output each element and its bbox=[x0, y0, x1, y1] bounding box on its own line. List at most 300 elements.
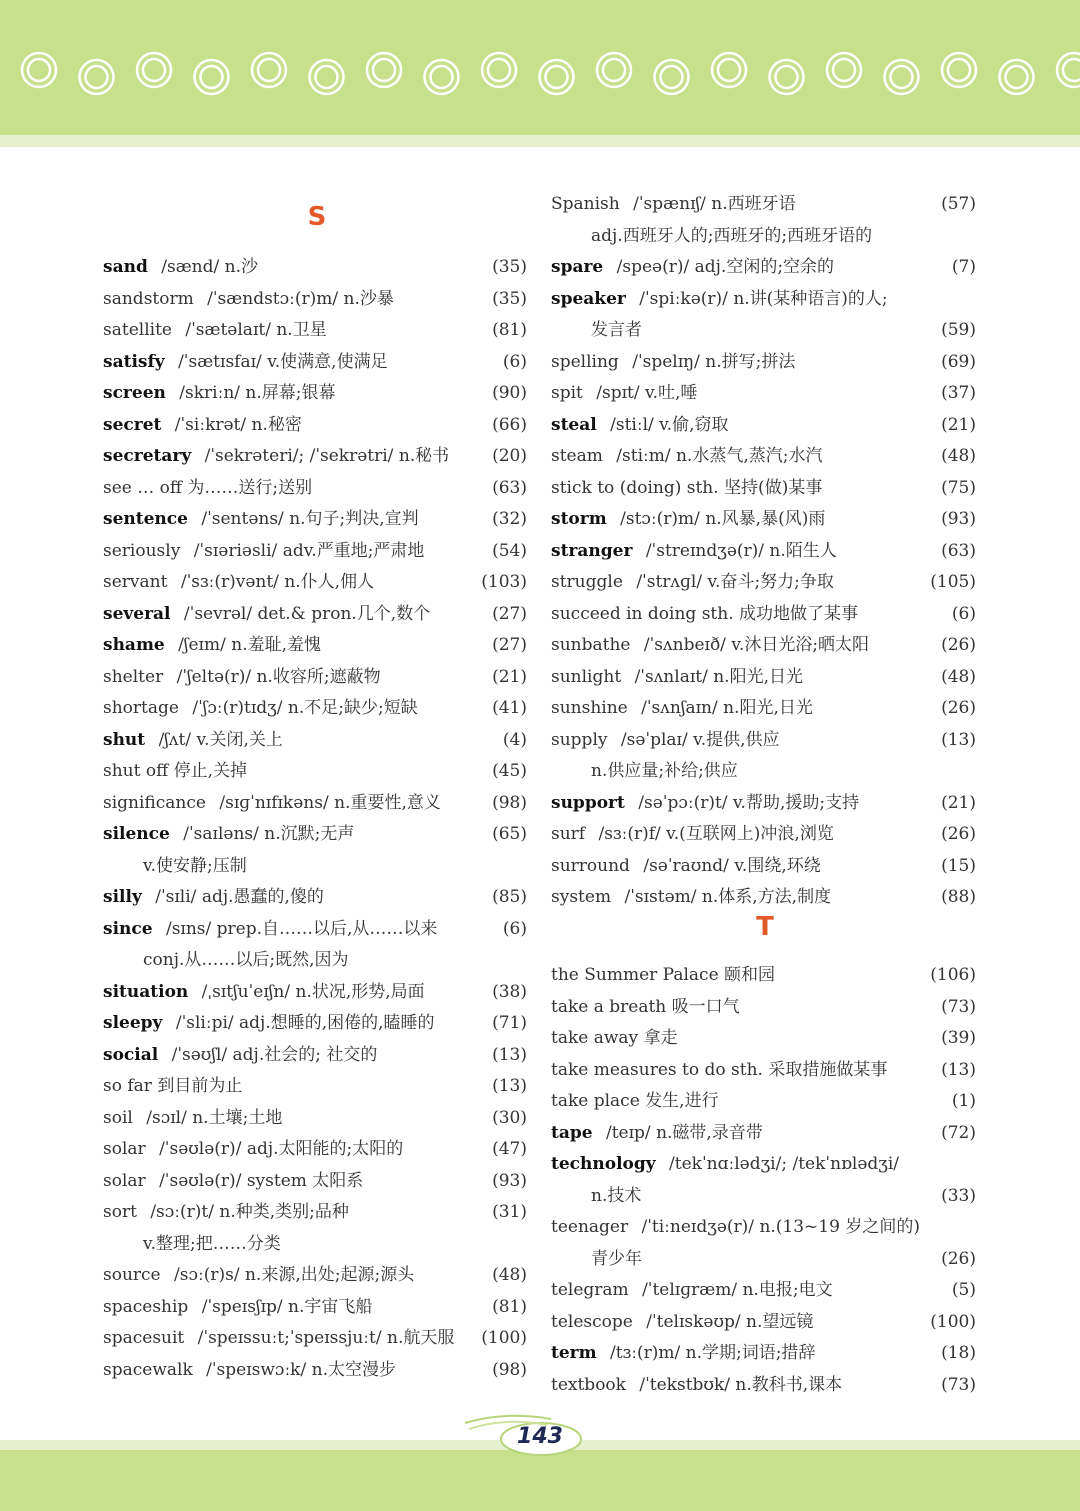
glossary-entry bbox=[103, 537, 527, 565]
glossary-entry bbox=[551, 1150, 976, 1178]
entry-unit-number: (6) bbox=[502, 918, 527, 939]
glossary-entry bbox=[103, 442, 527, 470]
entry-word: stranger bbox=[551, 540, 633, 561]
entry-unit-number: (59) bbox=[941, 320, 976, 340]
entry-word: sort bbox=[103, 1202, 137, 1222]
entry-definition: n.西班牙语 bbox=[711, 194, 796, 214]
entry-definition: v.围绕,环绕 bbox=[734, 855, 821, 876]
entry-unit-number: (98) bbox=[492, 1359, 527, 1380]
entry-pronunciation: /ˈspiːkə(r)/ bbox=[639, 288, 728, 309]
entry-unit-number: (33) bbox=[941, 1185, 976, 1206]
entry-definition: v.关闭,关上 bbox=[196, 729, 283, 750]
entry-pronunciation: /stɔː(r)m/ bbox=[620, 509, 700, 529]
glossary-entry bbox=[551, 285, 976, 313]
entry-definition: 停止,关掉 bbox=[173, 761, 247, 781]
entry-pronunciation: /tekˈnɑːlədʒi/; /tekˈnɒlədʒi/ bbox=[669, 1154, 900, 1174]
glossary-entry bbox=[103, 253, 527, 281]
entry-word: satisfy bbox=[103, 351, 165, 372]
entry-pronunciation: /ˈtiːneɪdʒə(r)/ bbox=[641, 1217, 755, 1237]
entry-word: the Summer Palace bbox=[551, 965, 719, 985]
entry-definition: 发生,进行 bbox=[645, 1091, 719, 1111]
circle-ornament bbox=[28, 59, 50, 81]
entry-pronunciation: /skriːn/ bbox=[179, 383, 241, 403]
entry-word: silence bbox=[103, 824, 170, 844]
circle-ornament bbox=[603, 59, 625, 81]
entry-unit-number: (21) bbox=[492, 666, 527, 687]
glossary-entry bbox=[551, 726, 976, 754]
entry-word: solar bbox=[103, 1170, 146, 1191]
entry-definition: 成功地做了某事 bbox=[739, 603, 859, 624]
entry-definition: n.水蒸气,蒸汽;水汽 bbox=[675, 446, 823, 466]
entry-word: Spanish bbox=[551, 194, 620, 214]
glossary-entry bbox=[551, 505, 976, 533]
entry-pronunciation: /ˈsɪstəm/ bbox=[624, 887, 697, 907]
entry-word: spit bbox=[551, 383, 583, 403]
glossary-entry bbox=[103, 505, 527, 533]
glossary-entry bbox=[551, 1371, 976, 1399]
entry-word: stick to (doing) sth. bbox=[551, 477, 719, 498]
glossary-entry bbox=[551, 537, 976, 565]
glossary-entry bbox=[103, 757, 527, 785]
entry-definition: n.沙暴 bbox=[343, 288, 394, 309]
entry-definition: n.望远镜 bbox=[746, 1311, 814, 1332]
glossary-entry bbox=[103, 568, 527, 596]
glossary-entry bbox=[103, 1293, 527, 1321]
entry-definition: adv.严重地;严肃地 bbox=[282, 540, 425, 561]
entry-definition: n.宇宙飞船 bbox=[288, 1296, 373, 1317]
glossary-entry bbox=[551, 1087, 976, 1115]
entry-word: take place bbox=[551, 1091, 640, 1111]
glossary-entry bbox=[551, 442, 976, 470]
circle-ornament bbox=[1063, 59, 1080, 81]
entry-pronunciation: /ˈsʌnbeɪð/ bbox=[643, 635, 726, 655]
entry-unit-number: (32) bbox=[492, 509, 527, 529]
entry-definition: n.阳光,日光 bbox=[723, 698, 813, 718]
entry-pronunciation: /ˈsliːpi/ bbox=[175, 1013, 234, 1033]
entry-pronunciation: /ʃʌt/ bbox=[158, 729, 192, 750]
entry-pronunciation: /ˈsəʊlə(r)/ bbox=[159, 1170, 242, 1191]
entry-word: spare bbox=[551, 257, 604, 277]
glossary-entry bbox=[103, 1198, 527, 1226]
entry-pronunciation: /ˈsentəns/ bbox=[201, 509, 284, 529]
entry-unit-number: (63) bbox=[492, 477, 527, 498]
entry-unit-number: (63) bbox=[941, 540, 976, 561]
letter-heading-s: S bbox=[307, 202, 327, 232]
entry-unit-number: (30) bbox=[492, 1107, 527, 1128]
entry-pronunciation: /speə(r)/ bbox=[616, 257, 690, 277]
glossary-entry bbox=[551, 379, 976, 407]
entry-definition: det.& pron.几个,数个 bbox=[257, 603, 431, 624]
glossary-entry bbox=[551, 1182, 976, 1210]
glossary-entry bbox=[551, 1308, 976, 1336]
glossary-entry bbox=[551, 253, 976, 281]
entry-word: situation bbox=[103, 981, 189, 1002]
entry-definition: adj.空闲的;空余的 bbox=[694, 257, 835, 277]
entry-definition: adj.西班牙人的;西班牙的;西班牙语的 bbox=[591, 225, 873, 246]
entry-unit-number: (93) bbox=[492, 1170, 527, 1191]
entry-pronunciation: /ˈtelɪɡræm/ bbox=[642, 1280, 738, 1300]
entry-unit-number: (48) bbox=[492, 1265, 527, 1285]
entry-word: secretary bbox=[103, 446, 192, 466]
entry-unit-number: (48) bbox=[941, 666, 976, 687]
entry-definition: n.讲(某种语言)的人; bbox=[733, 288, 888, 309]
glossary-entry bbox=[103, 694, 527, 722]
entry-unit-number: (81) bbox=[492, 1296, 527, 1317]
circle-ornament bbox=[431, 66, 453, 88]
glossary-entry bbox=[103, 379, 527, 407]
glossary-entry bbox=[103, 631, 527, 659]
entry-unit-number: (7) bbox=[951, 257, 976, 277]
entry-word: tape bbox=[551, 1122, 593, 1143]
entry-pronunciation: /sænd/ bbox=[161, 257, 220, 277]
entry-unit-number: (75) bbox=[941, 477, 976, 498]
entry-definition: n.电报;电文 bbox=[742, 1280, 833, 1300]
entry-definition: 拿走 bbox=[643, 1028, 678, 1048]
entry-word: steal bbox=[551, 414, 597, 435]
glossary-entry bbox=[103, 1230, 527, 1258]
entry-definition: n.阳光,日光 bbox=[713, 666, 803, 687]
entry-word: spacesuit bbox=[103, 1328, 185, 1348]
circle-ornament bbox=[201, 66, 223, 88]
glossary-entry bbox=[103, 1072, 527, 1100]
entry-pronunciation: /ˈsɪəriəsli/ bbox=[193, 540, 278, 561]
entry-pronunciation: /səˈraʊnd/ bbox=[643, 855, 729, 876]
glossary-entry bbox=[551, 789, 976, 817]
glossary-entry bbox=[551, 631, 976, 659]
entry-unit-number: (85) bbox=[492, 887, 527, 907]
entry-definition: 坚持(做)某事 bbox=[724, 477, 823, 498]
entry-definition: n.太空漫步 bbox=[311, 1359, 396, 1380]
entry-definition: v.使满意,使满足 bbox=[267, 351, 388, 372]
entry-word: shortage bbox=[103, 698, 179, 718]
entry-word: sandstorm bbox=[103, 288, 194, 309]
entry-unit-number: (38) bbox=[492, 981, 527, 1002]
entry-definition: n.收容所;遮蔽物 bbox=[256, 666, 381, 687]
entry-definition: adj.想睡的,困倦的,瞌睡的 bbox=[239, 1013, 435, 1033]
entry-word: term bbox=[551, 1343, 597, 1363]
entry-unit-number: (73) bbox=[941, 1374, 976, 1395]
entry-unit-number: (4) bbox=[502, 729, 527, 750]
entry-pronunciation: /stiːl/ bbox=[610, 414, 654, 435]
glossary-entry bbox=[103, 820, 527, 848]
circle-ornament bbox=[546, 66, 568, 88]
entry-definition: adj.愚蠢的,傻的 bbox=[201, 887, 324, 907]
entry-pronunciation: /ˈsevrəl/ bbox=[183, 603, 253, 624]
header-circle-decoration bbox=[0, 0, 1080, 135]
entry-pronunciation: /ʃeɪm/ bbox=[178, 635, 226, 655]
entry-unit-number: (69) bbox=[941, 351, 976, 372]
entry-definition: 颐和园 bbox=[724, 965, 776, 985]
entry-unit-number: (73) bbox=[941, 996, 976, 1017]
glossary-entry bbox=[103, 852, 527, 880]
glossary-entry bbox=[551, 757, 976, 785]
header-stripe bbox=[0, 135, 1080, 147]
entry-word: storm bbox=[551, 509, 607, 529]
entry-unit-number: (65) bbox=[492, 824, 527, 844]
entry-pronunciation: /ˈstreɪndʒə(r)/ bbox=[645, 540, 765, 561]
entry-word: supply bbox=[551, 729, 608, 750]
entry-unit-number: (35) bbox=[492, 257, 527, 277]
entry-definition: n.航天服 bbox=[387, 1328, 455, 1348]
glossary-entry bbox=[551, 1213, 976, 1241]
glossary-entry bbox=[551, 1056, 976, 1084]
entry-pronunciation: /ˈspelɪŋ/ bbox=[632, 351, 700, 372]
entry-word: telegram bbox=[551, 1280, 629, 1300]
entry-definition: v.帮助,援助;支持 bbox=[732, 792, 860, 813]
entry-definition: n.不足;缺少;短缺 bbox=[287, 698, 418, 718]
entry-definition: n.重要性,意义 bbox=[334, 792, 441, 813]
entry-word: significance bbox=[103, 792, 206, 813]
entry-pronunciation: /sɔɪl/ bbox=[146, 1107, 187, 1128]
entry-definition: system 太阳系 bbox=[246, 1170, 364, 1191]
entry-pronunciation: /sɜː(r)f/ bbox=[598, 824, 661, 844]
entry-pronunciation: /ˈsekrəteri/; /ˈsekrətri/ bbox=[204, 446, 394, 466]
entry-definition: n.供应量;补给;供应 bbox=[591, 761, 738, 781]
entry-unit-number: (98) bbox=[492, 792, 527, 813]
circle-ornament bbox=[948, 59, 970, 81]
entry-definition: n.羞耻,羞愧 bbox=[231, 635, 322, 655]
entry-unit-number: (35) bbox=[492, 288, 527, 309]
entry-definition: adj.太阳能的;太阳的 bbox=[246, 1139, 404, 1159]
entry-word: spelling bbox=[551, 351, 619, 372]
entry-definition: v.沐日光浴;晒太阳 bbox=[731, 635, 870, 655]
entry-definition: v.提供,供应 bbox=[693, 729, 780, 750]
circle-ornament bbox=[833, 59, 855, 81]
entry-pronunciation: /ˈspeɪsʃɪp/ bbox=[201, 1296, 283, 1317]
glossary-entry bbox=[103, 1135, 527, 1163]
entry-unit-number: (71) bbox=[492, 1013, 527, 1033]
entry-definition: 发言者 bbox=[591, 320, 642, 340]
entry-definition: v.整理;把……分类 bbox=[143, 1233, 281, 1254]
entry-pronunciation: /sɔː(r)s/ bbox=[174, 1265, 240, 1285]
entry-pronunciation: /ˈsiːkrət/ bbox=[174, 414, 247, 435]
entry-definition: n.秘密 bbox=[251, 414, 302, 435]
entry-pronunciation: /ˈstrʌɡl/ bbox=[636, 572, 703, 592]
entry-word: screen bbox=[103, 383, 166, 403]
glossary-entry bbox=[103, 1041, 527, 1069]
entry-unit-number: (21) bbox=[941, 414, 976, 435]
entry-word: secret bbox=[103, 414, 162, 435]
entry-word: telescope bbox=[551, 1311, 633, 1332]
entry-unit-number: (100) bbox=[481, 1328, 527, 1348]
entry-word: social bbox=[103, 1044, 159, 1065]
entry-unit-number: (45) bbox=[492, 761, 527, 781]
entry-word: seriously bbox=[103, 540, 181, 561]
glossary-entry bbox=[551, 883, 976, 911]
entry-word: satellite bbox=[103, 320, 172, 340]
entry-pronunciation: /spɪt/ bbox=[596, 383, 640, 403]
glossary-entry bbox=[103, 726, 527, 754]
entry-word: since bbox=[103, 918, 153, 939]
entry-definition: n.屏幕;银幕 bbox=[245, 383, 336, 403]
entry-word: struggle bbox=[551, 572, 623, 592]
glossary-entry bbox=[551, 1276, 976, 1304]
entry-word: succeed in doing sth. bbox=[551, 603, 734, 624]
glossary-entry bbox=[551, 852, 976, 880]
entry-definition: n.来源,出处;起源;源头 bbox=[244, 1265, 415, 1285]
glossary-entry bbox=[103, 600, 527, 628]
entry-pronunciation: /sɪɡˈnɪfɪkəns/ bbox=[219, 792, 329, 813]
entry-word: sunbathe bbox=[551, 635, 631, 655]
glossary-entry bbox=[103, 883, 527, 911]
entry-definition: prep.自……以后,从……以来 bbox=[216, 918, 438, 939]
entry-definition: n.(13~19 岁之间的) bbox=[759, 1217, 920, 1237]
entry-word: sunlight bbox=[551, 666, 622, 687]
entry-word: sunshine bbox=[551, 698, 628, 718]
entry-unit-number: (1) bbox=[951, 1091, 976, 1111]
entry-unit-number: (26) bbox=[941, 824, 976, 844]
glossary-entry bbox=[103, 1009, 527, 1037]
entry-unit-number: (6) bbox=[502, 351, 527, 372]
circle-ornament bbox=[1006, 66, 1028, 88]
glossary-entry bbox=[551, 222, 976, 250]
entry-definition: n.卫星 bbox=[276, 320, 327, 340]
entry-word: textbook bbox=[551, 1374, 626, 1395]
entry-word: take measures to do sth. bbox=[551, 1059, 763, 1080]
circle-ornament bbox=[316, 66, 338, 88]
circle-ornament bbox=[718, 59, 740, 81]
glossary-entry bbox=[551, 1245, 976, 1273]
entry-pronunciation: /səˈplaɪ/ bbox=[620, 729, 688, 750]
circle-ornament bbox=[488, 59, 510, 81]
entry-unit-number: (13) bbox=[492, 1044, 527, 1065]
entry-word: spacewalk bbox=[103, 1359, 193, 1380]
entry-unit-number: (26) bbox=[941, 1248, 976, 1269]
entry-unit-number: (93) bbox=[941, 509, 976, 529]
glossary-entry bbox=[551, 663, 976, 691]
glossary-entry bbox=[551, 190, 976, 218]
entry-unit-number: (103) bbox=[481, 572, 527, 592]
entry-pronunciation: /ˈsəʊlə(r)/ bbox=[159, 1139, 242, 1159]
entry-definition: n.教科书,课本 bbox=[735, 1374, 843, 1395]
glossary-entry bbox=[551, 411, 976, 439]
circle-ornament bbox=[373, 59, 395, 81]
entry-unit-number: (88) bbox=[941, 887, 976, 907]
entry-word: so far bbox=[103, 1076, 152, 1096]
glossary-entry bbox=[103, 978, 527, 1006]
entry-definition: v.(互联网上)冲浪,浏览 bbox=[666, 824, 834, 844]
entry-definition: 为……送行;送别 bbox=[187, 477, 313, 498]
glossary-entry bbox=[103, 915, 527, 943]
entry-word: shelter bbox=[103, 666, 164, 687]
entry-word: soil bbox=[103, 1107, 133, 1128]
entry-unit-number: (13) bbox=[941, 729, 976, 750]
entry-definition: 青少年 bbox=[591, 1248, 642, 1269]
entry-word: servant bbox=[103, 572, 168, 592]
entry-definition: n.体系,方法,制度 bbox=[701, 887, 832, 907]
entry-word: teenager bbox=[551, 1217, 629, 1237]
entry-pronunciation: /ˈsætɪsfaɪ/ bbox=[178, 351, 262, 372]
entry-definition: v.使安静;压制 bbox=[143, 855, 247, 876]
entry-word: shut off bbox=[103, 761, 169, 781]
entry-definition: 吸一口气 bbox=[671, 996, 740, 1017]
glossary-entry bbox=[103, 1167, 527, 1195]
glossary-entry bbox=[551, 694, 976, 722]
glossary-entry bbox=[551, 820, 976, 848]
entry-unit-number: (66) bbox=[492, 414, 527, 435]
entry-definition: n.技术 bbox=[591, 1185, 642, 1206]
entry-unit-number: (13) bbox=[492, 1076, 527, 1096]
entry-definition: v.偷,窃取 bbox=[659, 414, 729, 435]
entry-definition: n.学期;词语;措辞 bbox=[685, 1343, 816, 1363]
glossary-entry bbox=[551, 993, 976, 1021]
glossary-entry bbox=[103, 1356, 527, 1384]
entry-definition: n.土壤;土地 bbox=[192, 1107, 283, 1128]
entry-word: system bbox=[551, 887, 612, 907]
entry-definition: n.沉默;无声 bbox=[264, 824, 355, 844]
entry-pronunciation: /stiːm/ bbox=[616, 446, 671, 466]
letter-heading-t: T bbox=[756, 912, 774, 942]
circle-ornament bbox=[661, 66, 683, 88]
entry-pronunciation: /ˌsɪtʃuˈeɪʃn/ bbox=[201, 981, 291, 1002]
glossary-entry bbox=[551, 568, 976, 596]
entry-unit-number: (48) bbox=[941, 446, 976, 466]
entry-definition: 采取措施做某事 bbox=[768, 1059, 888, 1080]
entry-definition: n.陌生人 bbox=[769, 540, 837, 561]
entry-word: take a breath bbox=[551, 996, 667, 1017]
glossary-entry bbox=[103, 663, 527, 691]
entry-word: steam bbox=[551, 446, 603, 466]
entry-word: sentence bbox=[103, 509, 188, 529]
entry-pronunciation: /ˈsaɪləns/ bbox=[183, 824, 259, 844]
entry-unit-number: (54) bbox=[492, 540, 527, 561]
entry-unit-number: (26) bbox=[941, 635, 976, 655]
entry-unit-number: (27) bbox=[492, 603, 527, 624]
glossary-entry bbox=[103, 789, 527, 817]
entry-unit-number: (21) bbox=[941, 792, 976, 813]
page-number: 143 bbox=[517, 1424, 563, 1449]
entry-unit-number: (13) bbox=[941, 1059, 976, 1080]
entry-pronunciation: /ˈtekstbʊk/ bbox=[639, 1374, 730, 1395]
entry-pronunciation: /sɪns/ bbox=[165, 918, 212, 939]
entry-unit-number: (26) bbox=[941, 698, 976, 718]
entry-word: sleepy bbox=[103, 1013, 163, 1033]
glossary-entry bbox=[551, 474, 976, 502]
entry-unit-number: (31) bbox=[492, 1202, 527, 1222]
entry-definition: n.状况,形势,局面 bbox=[295, 981, 425, 1002]
entry-unit-number: (41) bbox=[492, 698, 527, 718]
entry-unit-number: (57) bbox=[941, 194, 976, 214]
glossary-entry bbox=[551, 1119, 976, 1147]
entry-pronunciation: /teɪp/ bbox=[605, 1122, 651, 1143]
entry-pronunciation: /ˈspeɪswɔːk/ bbox=[206, 1359, 307, 1380]
entry-definition: v.奋斗;努力;争取 bbox=[707, 572, 834, 592]
entry-definition: n.拼写;拼法 bbox=[705, 351, 796, 372]
entry-word: solar bbox=[103, 1139, 146, 1159]
circle-ornament bbox=[776, 66, 798, 88]
entry-definition: conj.从……以后;既然,因为 bbox=[143, 950, 349, 970]
entry-pronunciation: /ˈspeɪssuːt;ˈspeɪssjuːt/ bbox=[197, 1328, 382, 1348]
entry-definition: n.磁带,录音带 bbox=[656, 1122, 763, 1143]
entry-pronunciation: /ˈsəʊʃl/ bbox=[171, 1044, 228, 1065]
entry-definition: n.仆人,佣人 bbox=[284, 572, 375, 592]
entry-pronunciation: /ˈsætəlaɪt/ bbox=[185, 320, 271, 340]
entry-pronunciation: /ˈsʌnlaɪt/ bbox=[634, 666, 708, 687]
entry-pronunciation: /ˈspænɪʃ/ bbox=[633, 194, 706, 214]
entry-pronunciation: /ˈʃɔː(r)tɪdʒ/ bbox=[192, 698, 283, 718]
glossary-entry bbox=[103, 1104, 527, 1132]
entry-pronunciation: /tɜː(r)m/ bbox=[610, 1343, 681, 1363]
entry-word: source bbox=[103, 1265, 161, 1285]
circle-ornament bbox=[258, 59, 280, 81]
entry-pronunciation: /ˈsʌnʃaɪn/ bbox=[641, 698, 718, 718]
entry-unit-number: (5) bbox=[951, 1280, 976, 1300]
circle-ornament bbox=[143, 59, 165, 81]
entry-word: spaceship bbox=[103, 1296, 189, 1317]
entry-definition: n.沙 bbox=[224, 257, 259, 277]
entry-word: surf bbox=[551, 824, 586, 844]
glossary-entry bbox=[103, 348, 527, 376]
